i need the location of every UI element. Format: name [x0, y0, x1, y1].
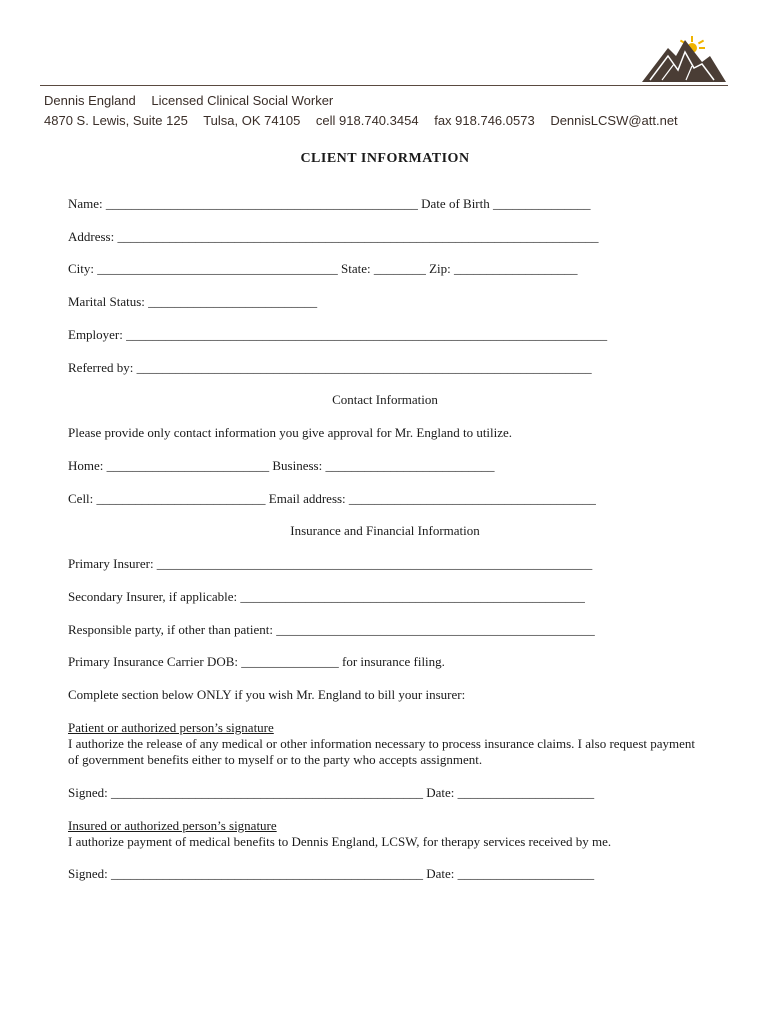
provider-name: Dennis England — [44, 93, 136, 108]
patient-authorization-text: I authorize the release of any medical or other information necessary to process insurance claims. I also request payment of government benefits either to myself or to the party who accepts assignment. — [68, 736, 696, 767]
mountain-logo-icon — [640, 34, 728, 84]
form-title: CLIENT INFORMATION — [300, 151, 470, 166]
name-field[interactable]: Name: ________________________________________________ Date of Birth _______________ — [68, 196, 591, 211]
contact-note: Please provide only contact information you give approval for Mr. England to utilize. — [68, 425, 513, 440]
insured-signed-date-field[interactable]: Signed: ________________________________________________ Date: _____________________ — [68, 866, 595, 881]
secondary-insurer-field[interactable]: Secondary Insurer, if applicable: _____________________________________________________ — [68, 589, 585, 604]
insured-signature-heading: Insured or authorized person’s signature — [68, 818, 277, 833]
provider-city: Tulsa, OK 74105 — [203, 113, 301, 128]
carrier-dob-field[interactable]: Primary Insurance Carrier DOB: _______________ for insurance filing. — [68, 654, 445, 669]
contact-heading: Contact Information — [332, 392, 438, 407]
address-field[interactable]: Address: __________________________________________________________________________ — [68, 229, 599, 244]
bill-insurer-note: Complete section below ONLY if you wish Mr. England to bill your insurer: — [68, 687, 466, 702]
provider-fax: fax 918.746.0573 — [434, 113, 535, 128]
city-state-zip-field[interactable]: City: _____________________________________ State: ________ Zip: ___________________ — [68, 261, 578, 276]
provider-address: 4870 S. Lewis, Suite 125 — [44, 113, 188, 128]
referred-by-field[interactable]: Referred by: ______________________________________________________________________ — [68, 360, 592, 375]
header-rule — [40, 85, 728, 86]
insured-authorization-text: I authorize payment of medical benefits to Dennis England, LCSW, for therapy services received by me. — [68, 834, 612, 849]
primary-insurer-field[interactable]: Primary Insurer: ___________________________________________________________________ — [68, 556, 593, 571]
provider-cell: cell 918.740.3454 — [315, 113, 419, 128]
marital-status-field[interactable]: Marital Status: __________________________ — [68, 294, 318, 309]
home-business-field[interactable]: Home: _________________________ Business: __________________________ — [68, 458, 495, 473]
provider-credential: Licensed Clinical Social Worker — [151, 93, 334, 108]
insurance-heading: Insurance and Financial Information — [290, 523, 480, 538]
patient-signed-date-field[interactable]: Signed: ________________________________________________ Date: _____________________ — [68, 785, 595, 800]
cell-email-field[interactable]: Cell: __________________________ Email address: ______________________________________ — [68, 491, 596, 506]
responsible-party-field[interactable]: Responsible party, if other than patient: _________________________________________________ — [68, 622, 595, 637]
provider-email: DennisLCSW@att.net — [550, 113, 678, 128]
header-line-1 — [44, 93, 333, 108]
header-line-2 — [44, 113, 678, 128]
employer-field[interactable]: Employer: __________________________________________________________________________ — [68, 327, 608, 342]
patient-signature-heading: Patient or authorized person’s signature — [68, 720, 274, 735]
